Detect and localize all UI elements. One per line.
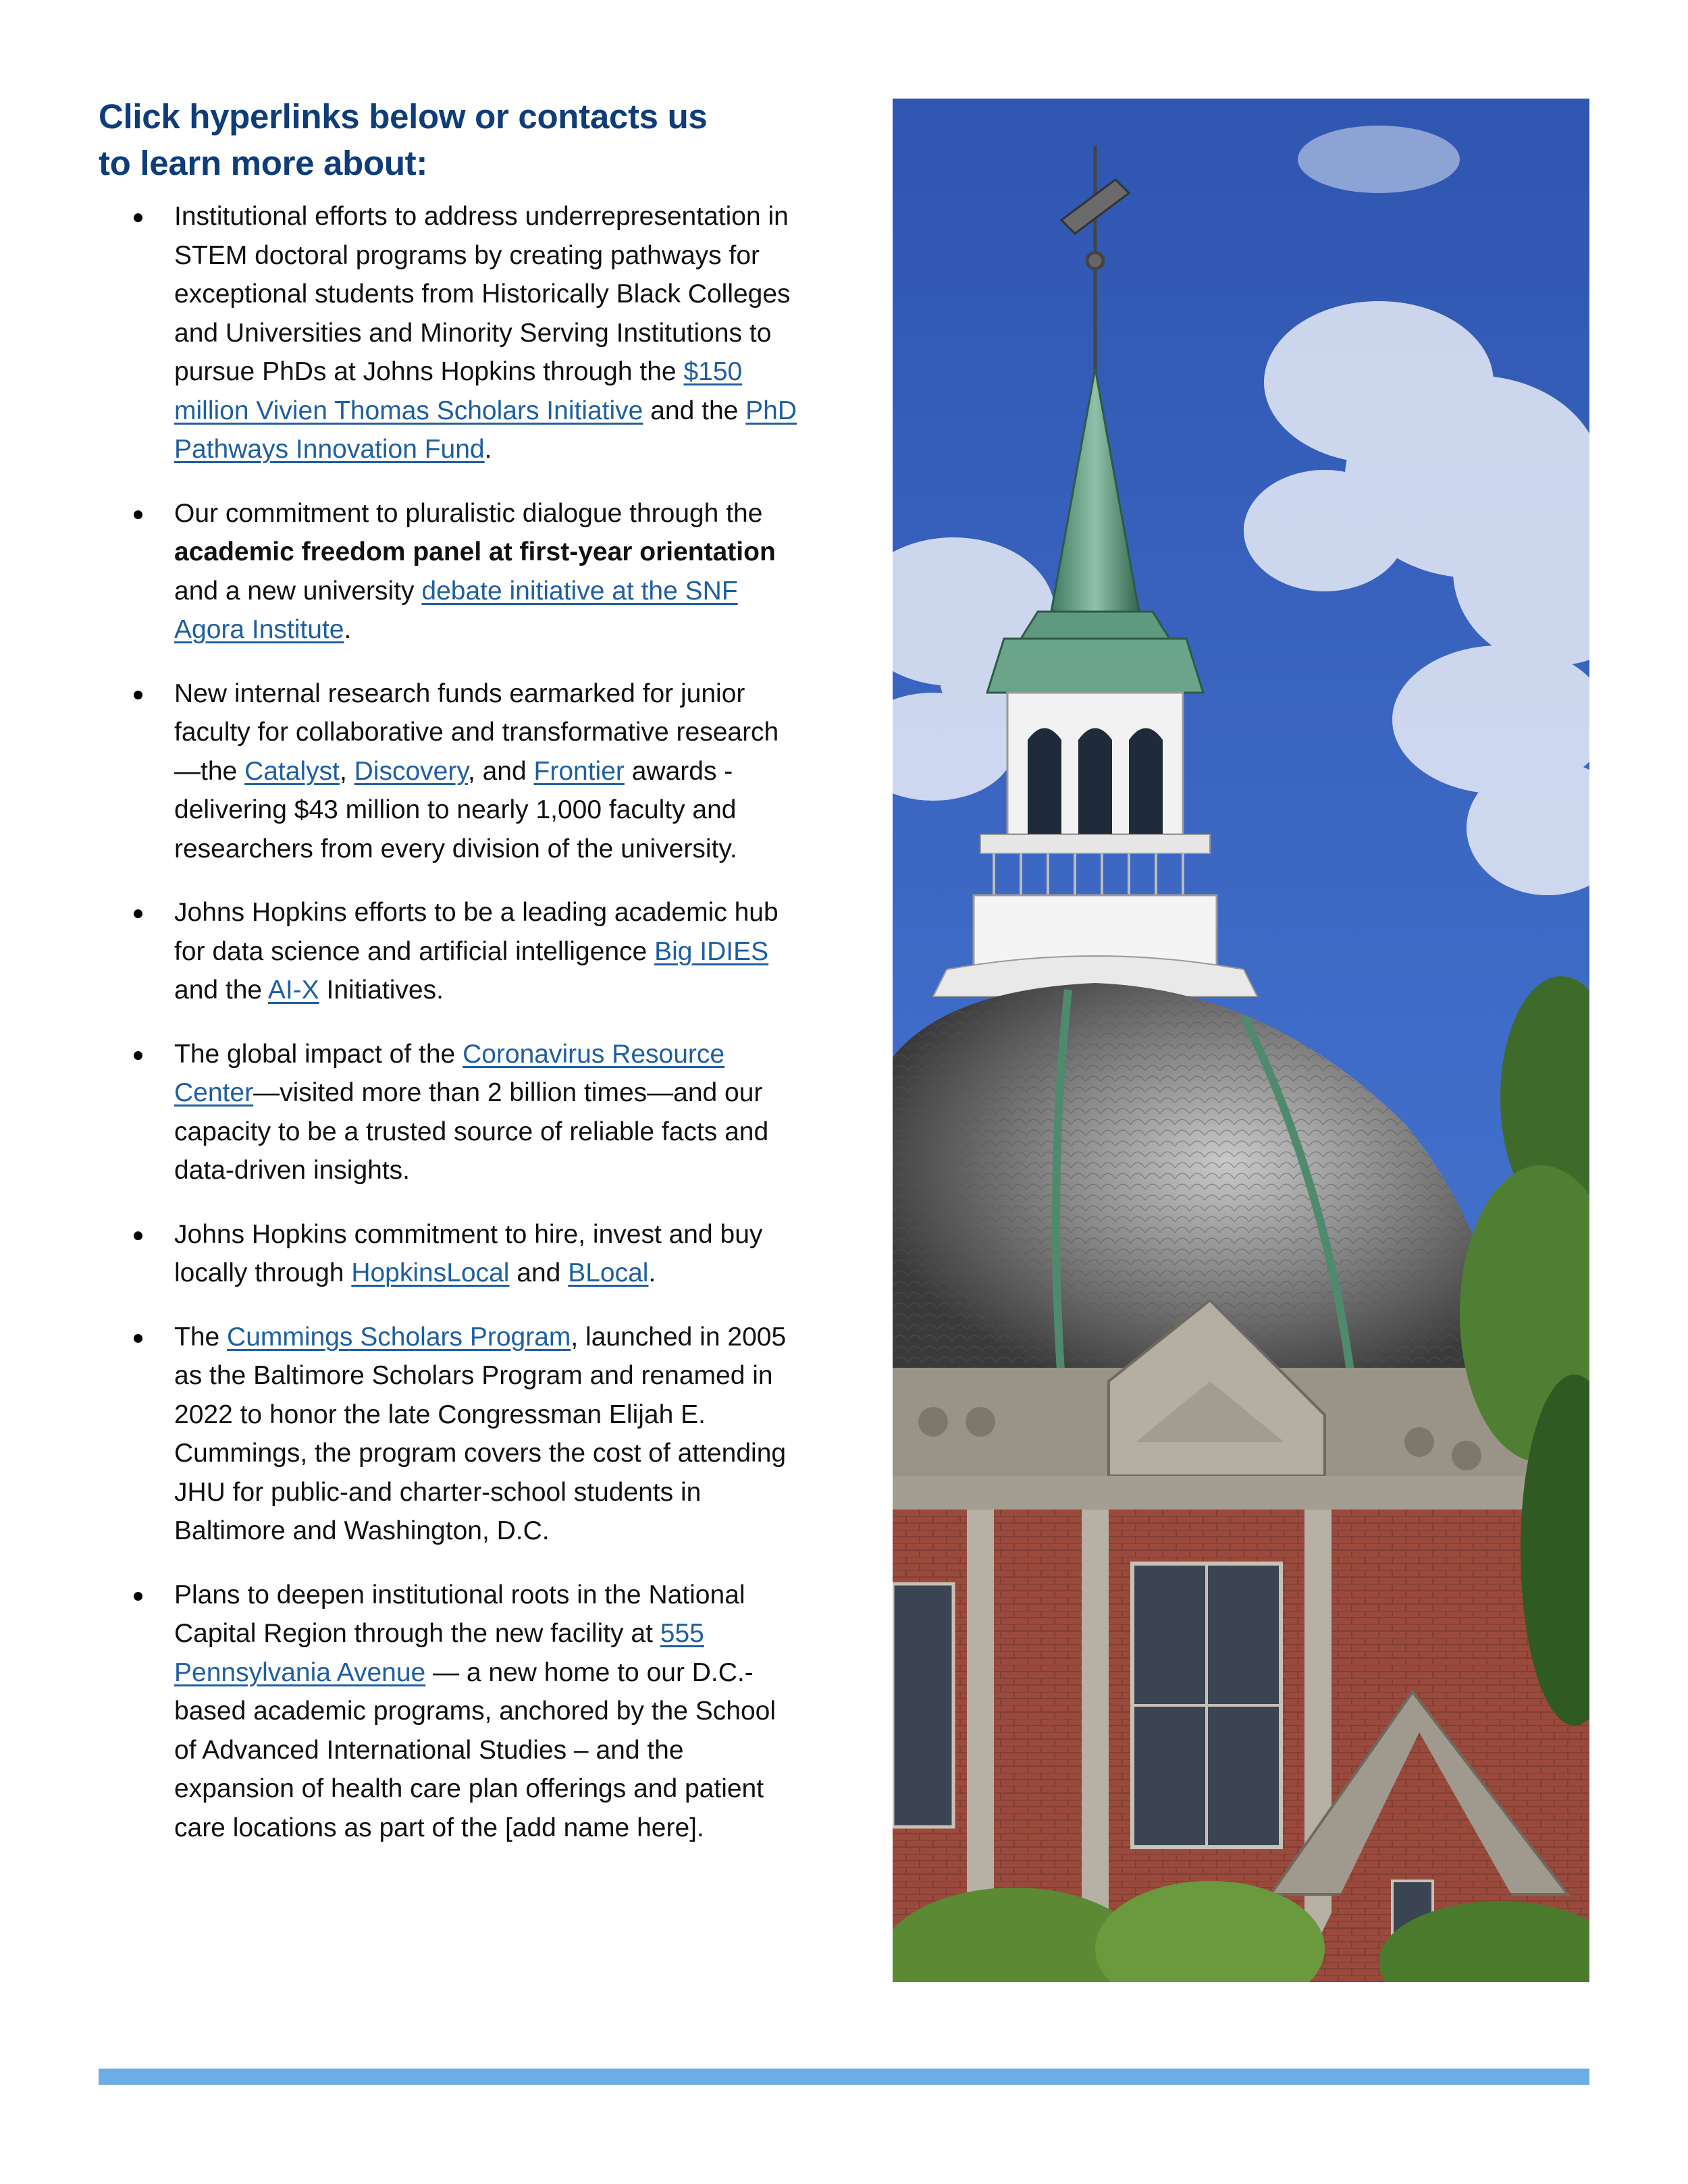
bullet-icon: [134, 1051, 142, 1060]
item-text: Johns Hopkins commitment to hire, invest and buy locally through: [174, 1219, 763, 1287]
link-big-idies[interactable]: Big IDIES: [654, 936, 769, 966]
item-text: Institutional efforts to address underrepresentation in STEM doctoral programs by creating pathways for exceptional students from Historically Black Colleges and Universities and Minority Serving Institutions to pursue PhDs at Johns Hopkins through the: [174, 202, 791, 386]
footer-divider-bar: [99, 2069, 1589, 2085]
item-text: Plans to deepen institutional roots in the National Capital Region through the new facility at: [174, 1580, 745, 1648]
list-item-stem-pathways: [99, 197, 801, 469]
item-text: —visited more than 2 billion times—and our capacity to be a trusted source of reliable facts and data-driven insights.: [174, 1078, 769, 1185]
item-text: .: [344, 615, 352, 644]
item-text: and the: [643, 396, 746, 425]
link-coronavirus-resource-center[interactable]: Coronavirus Resource Center: [174, 1039, 725, 1107]
list-item-national-capital-region: [99, 1576, 801, 1848]
link-hopkinslocal[interactable]: HopkinsLocal: [351, 1258, 510, 1287]
link-blocal[interactable]: BLocal: [568, 1258, 649, 1287]
item-text: Initiatives.: [319, 976, 444, 1005]
item-text: and a new university: [174, 576, 422, 606]
page-heading: [99, 93, 841, 186]
bullet-icon: [134, 1334, 142, 1343]
link-snf-agora-debate-initiative[interactable]: debate initiative at the SNF Agora Institute: [174, 576, 738, 644]
item-text: The: [174, 1322, 228, 1352]
item-text: .: [484, 435, 492, 464]
bold-text-academic-freedom-panel: academic freedom panel at first-year orientation: [174, 537, 776, 566]
heading-line-1: Click hyperlinks below or contacts us: [99, 97, 708, 136]
list-item-research-funds: [99, 674, 801, 869]
list-item-hire-local: [99, 1215, 801, 1293]
list-item-cummings-scholars: [99, 1318, 801, 1551]
link-frontier[interactable]: Frontier: [533, 756, 625, 786]
heading-line-2: to learn more about:: [99, 144, 428, 182]
list-item-data-science-ai: [99, 893, 801, 1010]
link-phd-pathways-fund[interactable]: PhD Pathways Innovation Fund: [174, 396, 797, 464]
bullet-icon: [134, 691, 142, 699]
item-text: and the: [174, 976, 268, 1005]
item-text: — a new home to our D.C.-based academic programs, anchored by the School of Advanced International Studies – and the expansion of health care plan offerings and patient care locations as part of the [add name here].: [174, 1657, 776, 1842]
item-text: .: [648, 1258, 656, 1287]
link-catalyst[interactable]: Catalyst: [244, 756, 340, 786]
item-text: awards - delivering $43 million to nearly 1,000 faculty and researchers from every division of the university.: [174, 756, 737, 863]
item-text: The global impact of the: [174, 1039, 463, 1069]
bullet-icon: [134, 510, 142, 519]
link-cummings-scholars-program[interactable]: Cummings Scholars Program: [227, 1322, 571, 1352]
bullet-icon: [134, 909, 142, 918]
bullet-icon: [134, 1231, 142, 1240]
list-item-coronavirus-center: [99, 1035, 801, 1190]
item-text: , launched in 2005 as the Baltimore Scholars Program and renamed in 2022 to honor the late Congressman Elijah E. Cummings, the program covers the cost of attending JHU for public-and charter-school students in Baltimore and Washington, D.C.: [174, 1322, 787, 1545]
dome-illustration: [893, 99, 1589, 1982]
item-text: ,: [339, 756, 354, 786]
link-discovery[interactable]: Discovery: [354, 756, 468, 786]
item-text: New internal research funds earmarked for junior faculty for collaborative and transformative research—the: [174, 678, 779, 786]
item-text: , and: [467, 756, 534, 786]
bullet-icon: [134, 1592, 142, 1601]
item-text: and: [509, 1258, 569, 1287]
link-ai-x[interactable]: AI-X: [267, 976, 319, 1005]
link-vivien-thomas-scholars[interactable]: $150 million Vivien Thomas Scholars Initiative: [174, 357, 743, 425]
dome-photo: [893, 99, 1589, 1982]
link-555-pennsylvania-avenue[interactable]: 555 Pennsylvania Avenue: [174, 1619, 704, 1687]
bullet-icon: [134, 213, 142, 222]
item-text: Our commitment to pluralistic dialogue through the: [174, 498, 763, 528]
list-item-pluralistic-dialogue: [99, 494, 801, 649]
highlights-list: [99, 197, 801, 1872]
item-text: Johns Hopkins efforts to be a leading academic hub for data science and artificial intelligence: [174, 898, 779, 966]
